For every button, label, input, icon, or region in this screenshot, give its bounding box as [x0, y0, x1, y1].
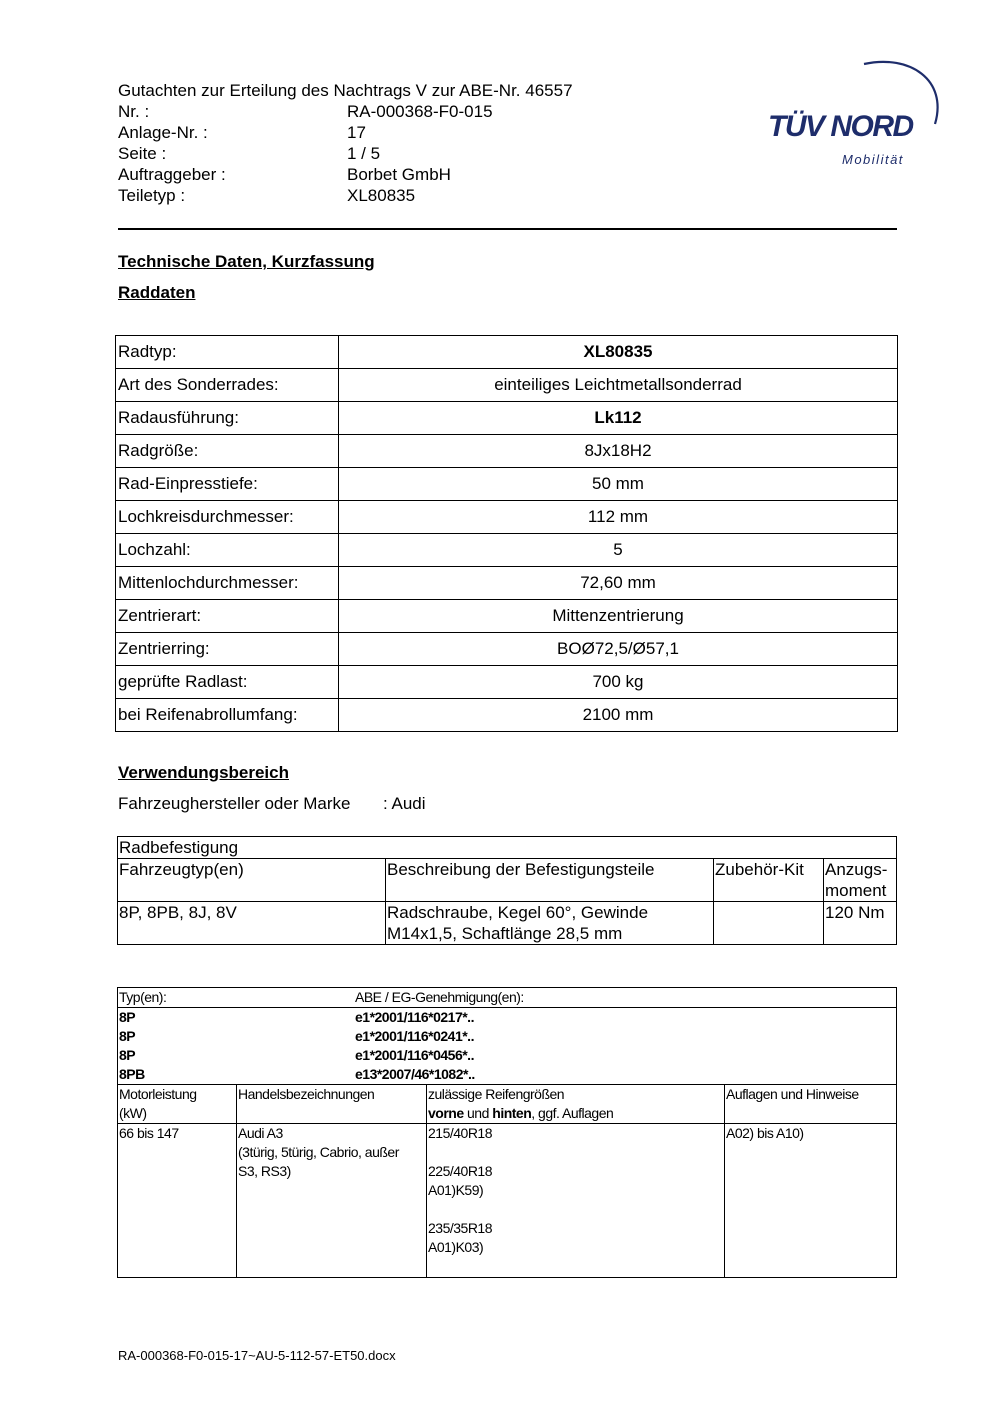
- torque-header-line: Anzugs-: [825, 860, 888, 879]
- section-title-raddaten: Raddaten: [118, 283, 196, 302]
- key-cell: Zentrierart:: [116, 600, 339, 633]
- header-label: Anlage-Nr. :: [118, 123, 208, 142]
- header-value: 17: [347, 123, 366, 142]
- maker-label: Fahrzeughersteller oder Marke: [118, 794, 351, 813]
- section-title-verwendung: Verwendungsbereich: [118, 763, 289, 782]
- table-row: [116, 534, 898, 567]
- header-cell-reifen: [427, 1085, 725, 1124]
- document-title: Gutachten zur Erteilung des Nachtrags V zur ABE-Nr. 46557: [118, 81, 573, 100]
- type-code: 8P: [119, 1009, 136, 1025]
- handel-cell: [237, 1124, 427, 1278]
- header-line: (kW): [119, 1105, 147, 1121]
- value-cell: 2100 mm: [339, 699, 898, 732]
- table-header-row: [118, 859, 897, 902]
- table-title-cell: Radbefestigung: [118, 837, 897, 859]
- value-cell: Lk112: [339, 402, 898, 435]
- section-title-tech: Technische Daten, Kurzfassung: [118, 252, 375, 271]
- table-row: [116, 336, 898, 369]
- type-code: 8P: [119, 1047, 136, 1063]
- motor-cell: 66 bis 147: [118, 1124, 237, 1278]
- type-code: 8P: [119, 1028, 136, 1044]
- key-cell: Radausführung:: [116, 402, 339, 435]
- desc-line: M14x1,5, Schaftlänge 28,5 mm: [387, 924, 623, 943]
- header-cell-torque: [824, 859, 897, 902]
- approval-row: [119, 1065, 896, 1084]
- header-row-nr: [118, 101, 573, 122]
- value-cell: XL80835: [339, 336, 898, 369]
- value-cell: 50 mm: [339, 468, 898, 501]
- spacer: [428, 1200, 724, 1219]
- vorne-text: vorne: [428, 1105, 464, 1121]
- value-cell: BOØ72,5/Ø57,1: [339, 633, 898, 666]
- table-row: [116, 633, 898, 666]
- logo-subtitle: Mobilität: [842, 152, 904, 167]
- raddaten-table: [115, 335, 898, 732]
- header-row-teiletyp: [118, 185, 573, 206]
- tyre-size: 235/35R18: [428, 1220, 493, 1236]
- reifen-cell: [427, 1124, 725, 1278]
- value-cell: 112 mm: [339, 501, 898, 534]
- key-cell: Lochzahl:: [116, 534, 339, 567]
- table-row: [118, 1008, 897, 1085]
- approval-number: e1*2001/116*0217*..: [355, 1009, 474, 1025]
- header-row-anlage: [118, 122, 573, 143]
- value-cell: 5: [339, 534, 898, 567]
- value-cell: 700 kg: [339, 666, 898, 699]
- approval-number: e1*2001/116*0241*..: [355, 1028, 474, 1044]
- key-cell: Radtyp:: [116, 336, 339, 369]
- table-row: [116, 501, 898, 534]
- approval-row: [119, 1046, 896, 1065]
- header-cell-desc: Beschreibung der Befestigungsteile: [386, 859, 714, 902]
- header-line: Motorleistung: [119, 1086, 197, 1102]
- types-header: Typ(en):: [119, 989, 167, 1005]
- key-cell: Mittenlochdurchmesser:: [116, 567, 339, 600]
- tyre-size: 225/40R18: [428, 1163, 493, 1179]
- vehicle-maker-line: [118, 794, 426, 814]
- header-cell-types: Fahrzeugtyp(en): [118, 859, 386, 902]
- header-row-auftraggeber: [118, 164, 573, 185]
- value-cell: 72,60 mm: [339, 567, 898, 600]
- header-cell-handel: Handelsbezeichnungen: [237, 1085, 427, 1124]
- table-row: [116, 435, 898, 468]
- table-row: [116, 600, 898, 633]
- key-cell: Zentrierring:: [116, 633, 339, 666]
- header-value: Borbet GmbH: [347, 165, 451, 184]
- torque-header-line: moment: [825, 881, 887, 900]
- header-cell-auflagen: Auflagen und Hinweise: [725, 1085, 897, 1124]
- header-label: Teiletyp :: [118, 186, 186, 205]
- approval-number: e1*2001/116*0456*..: [355, 1047, 474, 1063]
- header-label: Auftraggeber :: [118, 165, 226, 184]
- header-value: XL80835: [347, 186, 416, 205]
- hinten-text: hinten: [492, 1105, 532, 1121]
- header-label: Nr. :: [118, 102, 150, 121]
- abe-header: ABE / EG-Genehmigung(en):: [355, 989, 524, 1005]
- logo-brand: TÜV NORD: [768, 110, 913, 143]
- value-cell: Mittenzentrierung: [339, 600, 898, 633]
- handel-line: Audi A3: [238, 1125, 283, 1141]
- spacer: [428, 1143, 724, 1162]
- key-cell: bei Reifenabrollumfang:: [116, 699, 339, 732]
- table-header-row: [118, 1085, 897, 1124]
- header-value: RA-000368-F0-015: [347, 102, 493, 121]
- auflagen-cell: A02) bis A10): [725, 1124, 897, 1278]
- table-row: [116, 369, 898, 402]
- type-code: 8PB: [119, 1066, 145, 1082]
- typen-table: [117, 987, 897, 1278]
- key-cell: Radgröße:: [116, 435, 339, 468]
- header-label: Seite :: [118, 144, 167, 163]
- table-row: [116, 468, 898, 501]
- handel-line: S3, RS3): [238, 1163, 291, 1179]
- approval-list-cell: [118, 1008, 897, 1085]
- key-cell: Art des Sonderrades:: [116, 369, 339, 402]
- auflagen-text: , ggf. Auflagen: [531, 1105, 614, 1121]
- tuv-nord-logo: [760, 58, 940, 173]
- key-cell: geprüfte Radlast:: [116, 666, 339, 699]
- table-row: [118, 837, 897, 859]
- table-row: [118, 1124, 897, 1278]
- maker-value: : Audi: [383, 794, 426, 813]
- table-row: [116, 666, 898, 699]
- desc-cell: [386, 902, 714, 945]
- kit-cell: [714, 902, 824, 945]
- document-header: [118, 80, 573, 206]
- header-value: 1 / 5: [347, 144, 381, 163]
- key-cell: Rad-Einpresstiefe:: [116, 468, 339, 501]
- tyre-size: 215/40R18: [428, 1125, 493, 1141]
- desc-line: Radschraube, Kegel 60°, Gewinde: [387, 903, 649, 922]
- table-row: [116, 402, 898, 435]
- approval-row: [119, 1027, 896, 1046]
- und-text: und: [463, 1105, 493, 1121]
- types-cell: 8P, 8PB, 8J, 8V: [118, 902, 386, 945]
- value-cell: einteiliges Leichtmetallsonderrad: [339, 369, 898, 402]
- header-row-seite: [118, 143, 573, 164]
- value-cell: 8Jx18H2: [339, 435, 898, 468]
- approval-number: e13*2007/46*1082*..: [355, 1066, 475, 1082]
- header-cell-kit: Zubehör-Kit: [714, 859, 824, 902]
- header-line: [428, 1104, 724, 1123]
- radbefestigung-table: [117, 836, 897, 945]
- header-line: zulässige Reifengrößen: [428, 1086, 565, 1102]
- typen-header-cell: [118, 988, 897, 1008]
- handel-line: (3türig, 5türig, Cabrio, außer: [238, 1144, 399, 1160]
- table-header-row: [118, 988, 897, 1008]
- table-row: [118, 902, 897, 945]
- approval-row: [119, 1008, 896, 1027]
- tyre-note: A01)K59): [428, 1182, 484, 1198]
- tyre-note: A01)K03): [428, 1239, 484, 1255]
- table-row: [116, 699, 898, 732]
- header-cell-motor: [118, 1085, 237, 1124]
- footer-filename: RA-000368-F0-015-17~AU-5-112-57-ET50.docx: [118, 1348, 396, 1363]
- torque-cell: 120 Nm: [824, 902, 897, 945]
- key-cell: Lochkreisdurchmesser:: [116, 501, 339, 534]
- header-divider: [118, 228, 897, 230]
- table-row: [116, 567, 898, 600]
